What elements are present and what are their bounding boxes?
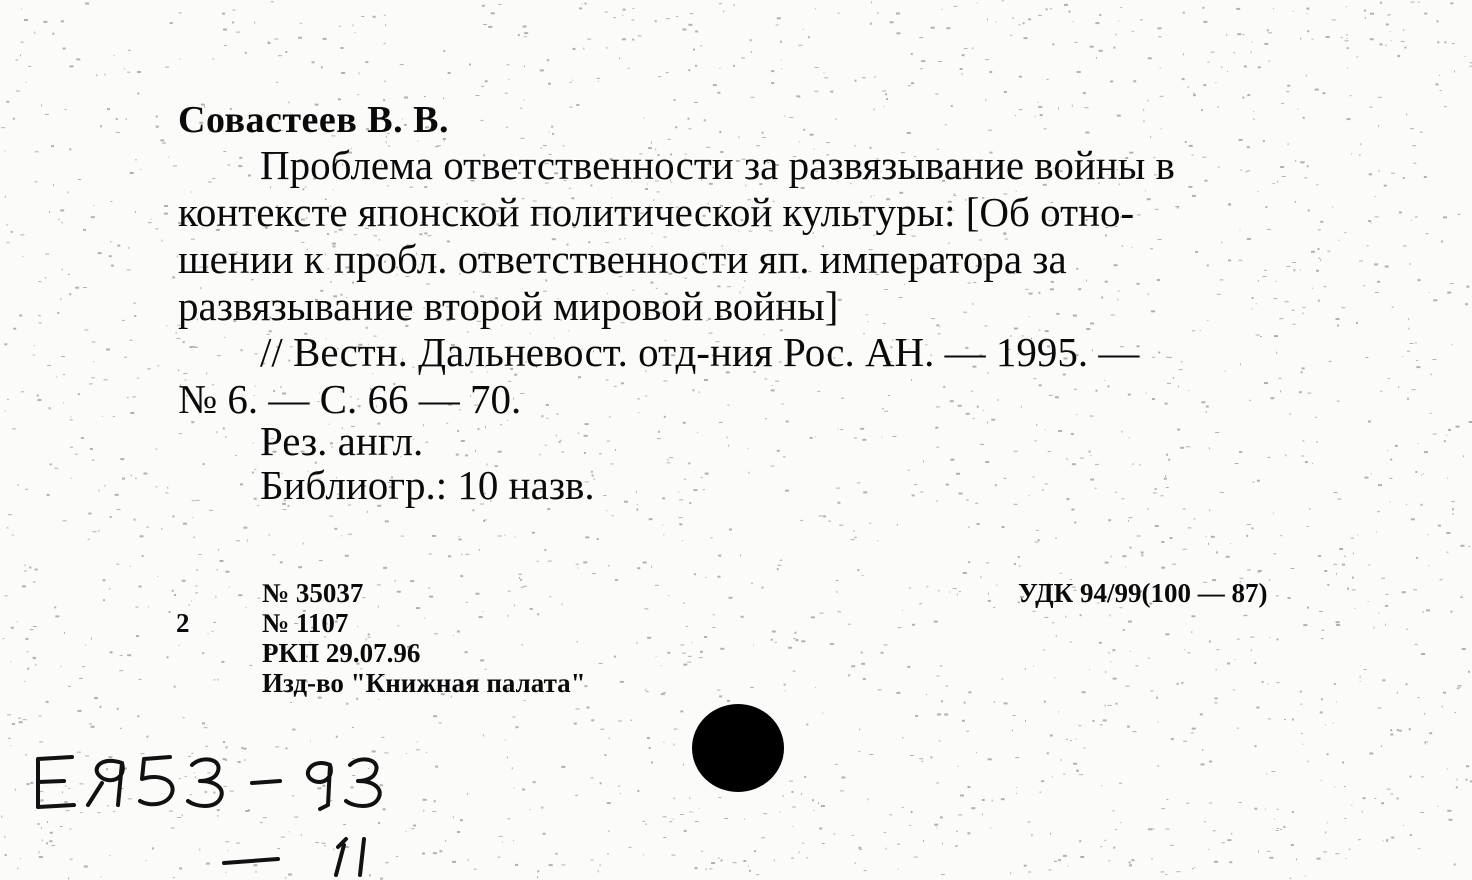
handwritten-annotation [30,735,450,880]
title-line: Проблема ответственности за развязывание войны в [260,142,1175,188]
title-line: развязывание второй мировой войны] [178,283,839,329]
resume-note: Рез. англ. [260,418,424,464]
title-block [178,142,1346,330]
title-line: шении к пробл. ответственности яп. императора за [178,236,1067,282]
source-block [178,329,1338,423]
udc-code: УДК 94/99(100 — 87) [1018,578,1268,608]
punch-hole [692,704,784,792]
registration-number: № 35037 [262,578,364,608]
source-line: № 6. — С. 66 — 70. [178,376,522,422]
registration-date: РКП 29.07.96 [262,638,421,668]
title-line: контексте японской политической культуры: [Об отно- [178,189,1135,235]
source-line: // Вестн. Дальневост. отд-ния Рос. АН. — 1995. — [260,329,1140,375]
bibliography-note: Библиогр.: 10 назв. [260,462,595,508]
card-count: 2 [176,608,190,638]
registration-block [262,578,586,698]
author-heading: Совастеев В. В. [178,99,449,141]
registration-number: № 1107 [262,608,349,638]
publisher-line: Изд-во "Книжная палата" [262,668,586,698]
